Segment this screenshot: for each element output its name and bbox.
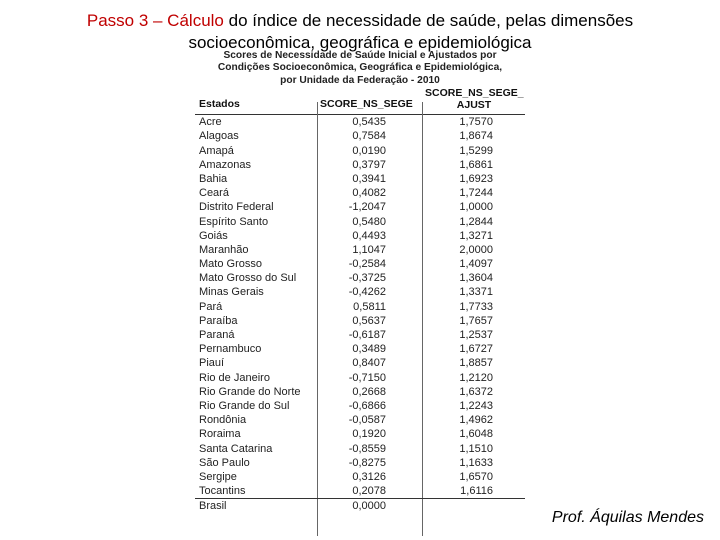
table-row — [195, 356, 525, 370]
table-row — [195, 115, 525, 129]
table-row — [195, 342, 525, 356]
table-row — [195, 484, 525, 498]
state-cell: Goiás — [199, 229, 228, 242]
adjusted-score-cell: 1,2120 — [459, 371, 493, 384]
state-cell: Santa Catarina — [199, 442, 273, 455]
state-cell: Pará — [199, 300, 223, 313]
state-cell: Rio Grande do Sul — [199, 399, 290, 412]
state-cell: Rio Grande do Norte — [199, 385, 301, 398]
state-cell: Rondônia — [199, 414, 247, 427]
table-row — [195, 257, 525, 271]
slide-title — [20, 10, 700, 54]
table-row — [195, 470, 525, 484]
table-row — [195, 300, 525, 314]
table-row — [195, 158, 525, 172]
state-cell: Sergipe — [199, 470, 237, 483]
state-cell: Bahia — [199, 172, 228, 185]
author-credit: Prof. Áquilas Mendes — [551, 509, 704, 526]
table-row — [195, 328, 525, 342]
score-cell: 0,3797 — [352, 158, 386, 171]
state-cell: Acre — [199, 116, 222, 129]
score-cell: 0,0190 — [352, 144, 386, 157]
caption-line-3: por Unidade da Federação - 2010 — [280, 74, 440, 86]
table-row — [195, 243, 525, 257]
title-line2: socioeconômica, geográfica e epidemiológica — [188, 33, 532, 52]
table-row — [195, 413, 525, 427]
state-cell: Tocantins — [199, 485, 246, 498]
adjusted-score-cell: 1,7244 — [459, 187, 493, 200]
state-cell: Minas Gerais — [199, 286, 264, 299]
table-row — [195, 385, 525, 399]
score-cell: -0,0587 — [348, 414, 386, 427]
score-cell: 0,8407 — [352, 357, 386, 370]
header-state: Estados — [199, 98, 240, 111]
score-cell: 0,0000 — [352, 500, 386, 513]
score-cell: 0,3126 — [352, 470, 386, 483]
table-row — [195, 371, 525, 385]
state-cell: Ceará — [199, 187, 229, 200]
score-cell: -0,6866 — [348, 399, 386, 412]
adjusted-score-cell: 1,3271 — [459, 229, 493, 242]
adjusted-score-cell: 1,6116 — [460, 485, 493, 498]
table-row — [195, 442, 525, 456]
state-cell: Brasil — [199, 500, 227, 513]
table-row — [195, 172, 525, 186]
state-cell: Espírito Santo — [199, 215, 269, 228]
table-row — [195, 271, 525, 285]
adjusted-score-cell: 1,7733 — [459, 300, 493, 313]
table-caption — [195, 50, 525, 87]
adjusted-score-cell: 1,8857 — [459, 357, 493, 370]
score-cell: 0,2668 — [352, 385, 386, 398]
state-cell: Rio de Janeiro — [199, 371, 270, 384]
header-adjusted — [425, 87, 523, 111]
adjusted-score-cell: 1,1510 — [459, 442, 493, 455]
adjusted-score-cell: 1,6861 — [459, 158, 493, 171]
table-row — [195, 427, 525, 441]
state-cell: Piauí — [199, 357, 225, 370]
table-row — [195, 129, 525, 143]
score-cell: -0,6187 — [348, 329, 386, 342]
score-cell: 0,5480 — [352, 215, 386, 228]
score-cell: -0,8559 — [348, 442, 386, 455]
score-cell: -0,3725 — [348, 272, 386, 285]
score-cell: 0,1920 — [352, 428, 386, 441]
score-cell: 0,5637 — [352, 314, 386, 327]
table-row — [195, 285, 525, 299]
adjusted-score-cell: 1,6048 — [459, 428, 493, 441]
adjusted-score-cell: 2,0000 — [459, 243, 493, 256]
adjusted-score-cell: 1,7657 — [459, 314, 493, 327]
table-row — [195, 200, 525, 214]
state-cell: Mato Grosso do Sul — [199, 272, 297, 285]
caption-line-2: Condições Socioeconômica, Geográfica e Epidemiológica, — [217, 62, 503, 74]
score-cell: -0,2584 — [348, 258, 386, 271]
adjusted-score-cell: 1,8674 — [459, 130, 493, 143]
table-row — [195, 229, 525, 243]
score-cell: -1,2047 — [348, 201, 386, 214]
score-cell: 0,5435 — [352, 116, 386, 129]
adjusted-score-cell: 1,5299 — [459, 144, 493, 157]
score-cell: 0,4082 — [352, 187, 386, 200]
adjusted-score-cell: 1,3604 — [459, 272, 493, 285]
adjusted-score-cell: 1,3371 — [459, 286, 493, 299]
table-row — [195, 144, 525, 158]
adjusted-score-cell: 1,2844 — [459, 215, 493, 228]
score-cell: 0,3489 — [352, 343, 386, 356]
adjusted-score-cell: 1,6570 — [459, 470, 493, 483]
table-header-row — [195, 88, 525, 115]
score-cell: -0,4262 — [348, 286, 386, 299]
table-row — [195, 314, 525, 328]
adjusted-score-cell: 1,1633 — [459, 456, 493, 469]
adjusted-score-cell: 1,0000 — [459, 201, 493, 214]
score-cell: -0,8275 — [348, 456, 386, 469]
table-row — [195, 399, 525, 413]
state-cell: Alagoas — [199, 130, 239, 143]
table-body — [195, 115, 525, 513]
score-cell: 0,2078 — [352, 485, 386, 498]
adjusted-score-cell: 1,6727 — [459, 343, 493, 356]
title-rest: do índice de necessidade de saúde, pelas dimensões — [223, 11, 634, 30]
adjusted-score-cell: 1,2243 — [459, 399, 493, 412]
scores-table — [195, 50, 525, 536]
state-cell: Roraima — [199, 428, 241, 441]
score-cell: 0,5811 — [353, 300, 386, 313]
adjusted-score-cell: 1,6923 — [459, 172, 493, 185]
caption-line-1: Scores de Necessidade de Saúde Inicial e Ajustados por — [223, 50, 497, 61]
state-cell: Distrito Federal — [199, 201, 274, 214]
adjusted-score-cell: 1,2537 — [459, 329, 493, 342]
state-cell: Mato Grosso — [199, 258, 262, 271]
score-cell: 0,7584 — [352, 130, 386, 143]
adjusted-score-cell: 1,4962 — [459, 414, 493, 427]
state-cell: Paraíba — [199, 314, 238, 327]
title-accent: Passo 3 – Cálculo — [86, 11, 224, 30]
table-row — [195, 186, 525, 200]
header-score: SCORE_NS_SEGE — [320, 98, 413, 111]
state-cell: São Paulo — [199, 456, 250, 469]
header-adjusted-line2: AJUST — [456, 99, 492, 112]
state-cell: Paraná — [199, 329, 235, 342]
table-row — [195, 215, 525, 229]
table-row — [195, 456, 525, 470]
score-cell: 1,1047 — [352, 243, 386, 256]
state-cell: Maranhão — [199, 243, 249, 256]
table-total-row — [195, 498, 525, 513]
state-cell: Pernambuco — [199, 343, 262, 356]
score-cell: 0,4493 — [352, 229, 386, 242]
state-cell: Amapá — [199, 144, 234, 157]
score-cell: 0,3941 — [352, 172, 386, 185]
adjusted-score-cell: 1,7570 — [459, 116, 493, 129]
adjusted-score-cell: 1,6372 — [459, 385, 493, 398]
state-cell: Amazonas — [199, 158, 251, 171]
adjusted-score-cell: 1,4097 — [459, 258, 493, 271]
score-cell: -0,7150 — [348, 371, 386, 384]
header-adjusted-line1: SCORE_NS_SEGE_ — [425, 87, 524, 100]
